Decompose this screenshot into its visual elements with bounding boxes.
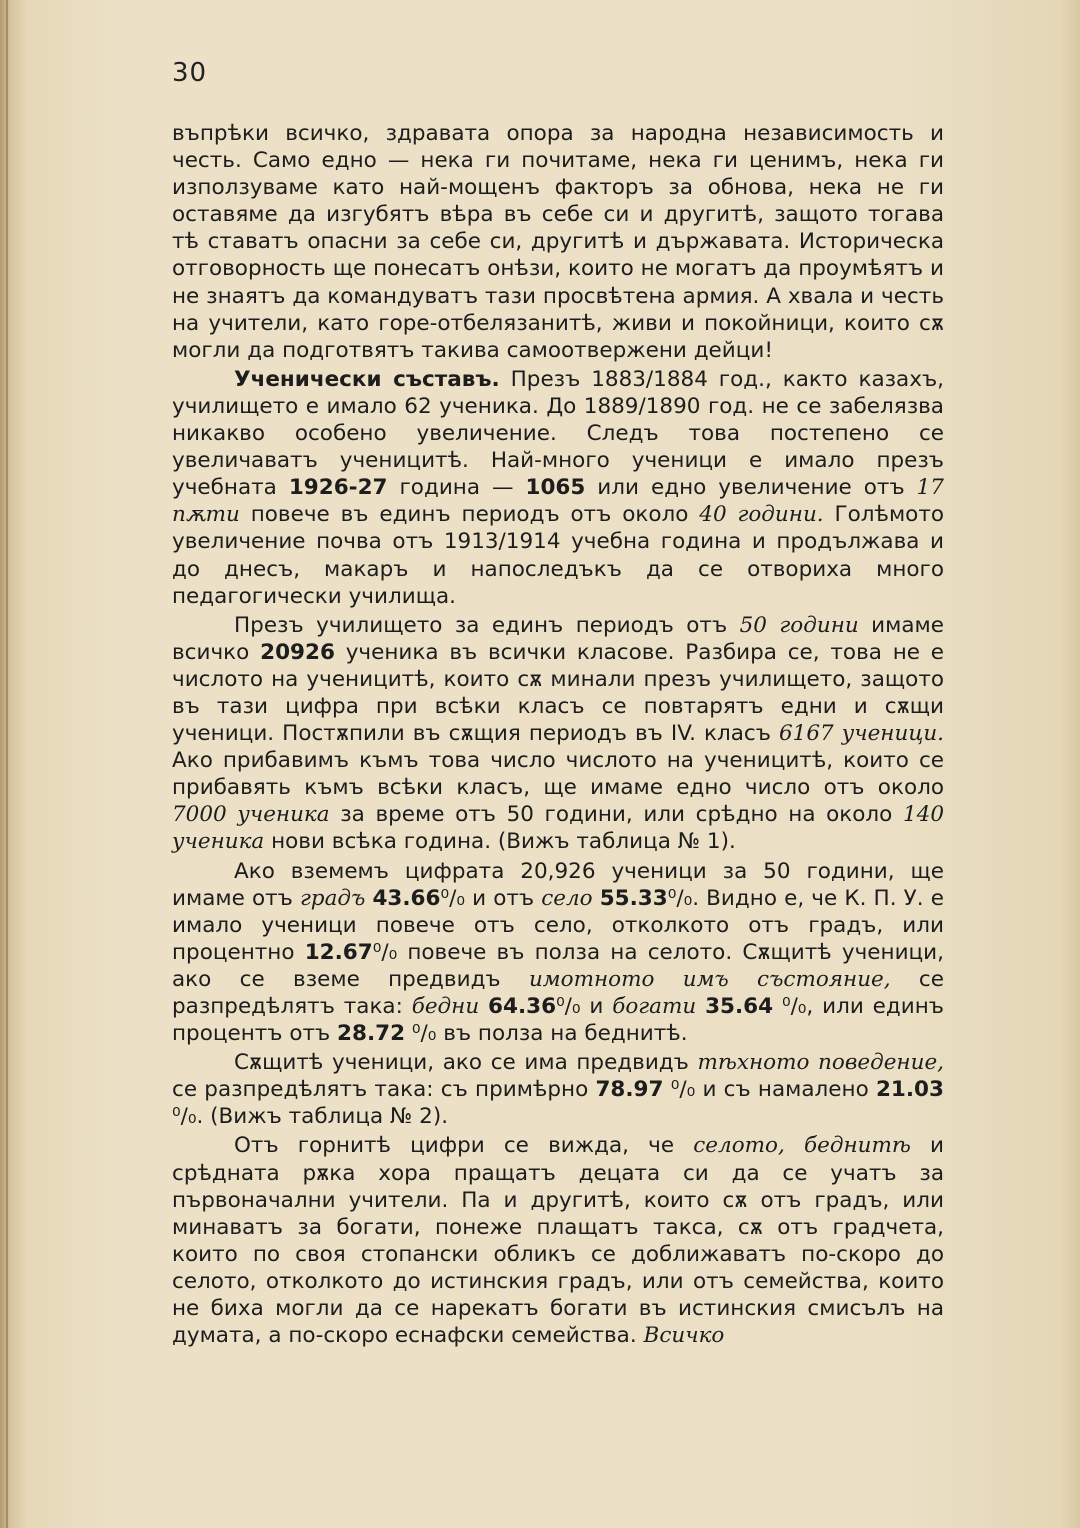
text-run: 17 пѫти	[172, 475, 944, 528]
text-run: 28.72	[337, 1021, 406, 1047]
text-run: за време отъ 50 години, или срѣдно на около	[329, 802, 903, 828]
text-run: ⁰/₀ и съ намалено	[663, 1077, 876, 1103]
text-run: и срѣдната рѫка хора пращатъ децата си да се учатъ за първоначални учители. Па и другитѣ, които сѫ отъ градъ, или минаватъ за богати, понеже плащатъ такса, сѫ отъ градчета, които по своя стопански обликъ се доближаватъ по-скоро до селото, отколкото до истинския градъ, или отъ семейства, които не биха могли да се нарекатъ богати въ истинския смисълъ на думата, а по-скоро еснафски семейства.	[172, 1133, 944, 1349]
text-run: ⁰/₀ и	[556, 994, 613, 1019]
text-run: ⁰/₀ и отъ	[440, 885, 542, 911]
text-run: 78.97	[595, 1077, 664, 1103]
body-text	[172, 120, 944, 1349]
text-run: 7000 ученика	[172, 802, 330, 828]
text-run: богати	[612, 994, 697, 1019]
text-run	[593, 886, 600, 911]
text-run: 50 години	[739, 612, 859, 638]
text-run: 1926-27	[288, 475, 388, 501]
text-run: Презъ 1883/1884 год., както казахъ, училището е имало 62 ученика. До 1889/1890 год. не се забелязва никакво особено увеличение. Следъ това постепено се увеличаватъ ученицитѣ. Най-много ученици е имало презъ учебната	[172, 366, 944, 501]
text-run: 40 години.	[699, 502, 824, 528]
text-run: 6167 ученици.	[778, 721, 944, 747]
text-run: 43.66	[372, 885, 441, 911]
text-run	[479, 994, 488, 1019]
text-run: ⁰/₀ повече въ полза на селото. Сѫщитѣ ученици, ако се вземе предвидъ	[172, 939, 944, 992]
text-run: повече въ единъ периодъ отъ около	[239, 502, 700, 528]
paragraph-1	[172, 120, 944, 364]
text-run: 35.64	[705, 994, 774, 1019]
text-run: 12.67	[304, 939, 373, 965]
text-run: бедни	[411, 994, 480, 1019]
text-run: Ученически съставъ.	[234, 366, 500, 392]
text-run: Голѣмото увеличение почва отъ 1913/1914 учебна година и продължава и до днесъ, макаръ и напоследъкъ да се отвориха много педагогически училища.	[172, 502, 945, 609]
text-run: година —	[387, 475, 526, 501]
text-run: имотното имъ състояние,	[528, 966, 891, 992]
text-run: или едно увеличение отъ	[585, 475, 917, 501]
text-run: се разпредѣлятъ така:	[172, 966, 944, 1019]
text-run	[696, 994, 705, 1019]
text-run: 64.36	[488, 994, 557, 1019]
text-run: 21.03	[875, 1077, 944, 1103]
paragraph-5	[172, 1049, 944, 1130]
text-run: се разпредѣлятъ така: съ примѣрно	[172, 1077, 596, 1103]
text-run: Ако прибавимъ къмъ това число числото на ученицитѣ, които се прибавять къмъ всѣки класъ, ще имаме едно число отъ около	[172, 748, 944, 801]
text-run: 140 ученика	[172, 802, 945, 855]
text-run: ⁰/₀ въ полза на беднитѣ.	[405, 1021, 688, 1047]
text-run: ⁰/₀, или единъ процентъ отъ	[172, 994, 944, 1047]
text-run: 1065	[525, 475, 586, 501]
text-run: село	[541, 885, 593, 911]
text-run: 55.33	[599, 885, 668, 911]
text-run: тѣхното поведение,	[697, 1050, 944, 1076]
text-run: Сѫщитѣ ученици, ако се има предвидъ	[234, 1050, 698, 1076]
text-run: имаме всичко	[172, 612, 944, 665]
text-run: ⁰/₀. Видно е, че К. П. У. е имало ученици повече отъ село, отколкото отъ градъ, или процентно	[172, 885, 944, 965]
text-run: 20926	[260, 639, 335, 665]
page-edge-shadow	[6, 0, 8, 1528]
text-run: ⁰/₀. (Вижъ таблица № 2).	[172, 1104, 449, 1130]
text-run: Презъ училището за единъ периодъ отъ	[234, 612, 740, 638]
text-run: Всичко	[643, 1323, 725, 1349]
paragraph-6	[172, 1132, 944, 1349]
paragraph-3	[172, 612, 944, 856]
paragraph-2	[172, 366, 944, 610]
page-number: 30	[172, 58, 208, 88]
text-run: ученика въ всички класове. Разбира се, това не е числото на ученицитѣ, които сѫ минали презъ училището, защото въ тази цифра при всѣки класъ се повтарятъ едни и сѫщи ученици. Постѫпили въ сѫщия периодъ въ IV. класъ	[172, 639, 944, 747]
text-run: Отъ горнитѣ цифри се вижда, че	[234, 1133, 694, 1159]
text-run: нови всѣка година. (Вижъ таблица № 1).	[264, 829, 736, 855]
text-run: градъ	[299, 885, 366, 911]
text-run: въпрѣки всичко, здравата опора за народна независимость и честь. Само едно — нека ги почитаме, нека ги ценимъ, нека ги използуваме като най-мощенъ факторъ за обнова, нека не ги оставяме да изгубятъ вѣра въ себе си и другитѣ, защото тогава тѣ ставатъ опасни за себе си, другитѣ и държавата. Историческа отговорность ще понесатъ онѣзи, които не могатъ да проумѣятъ и не знаятъ да командуватъ тази просвѣтена армия. А хвала и честь на учители, като горе-отбелязанитѣ, живи и покойници, които сѫ могли да подготвятъ такива самоотвержени дейци!	[172, 121, 944, 363]
text-run: Ако вземемъ цифрата 20,926 ученици за 50 години, ще имаме отъ	[172, 858, 944, 911]
paragraph-4	[172, 858, 944, 1048]
text-run: селото, беднитѣ	[693, 1133, 911, 1159]
